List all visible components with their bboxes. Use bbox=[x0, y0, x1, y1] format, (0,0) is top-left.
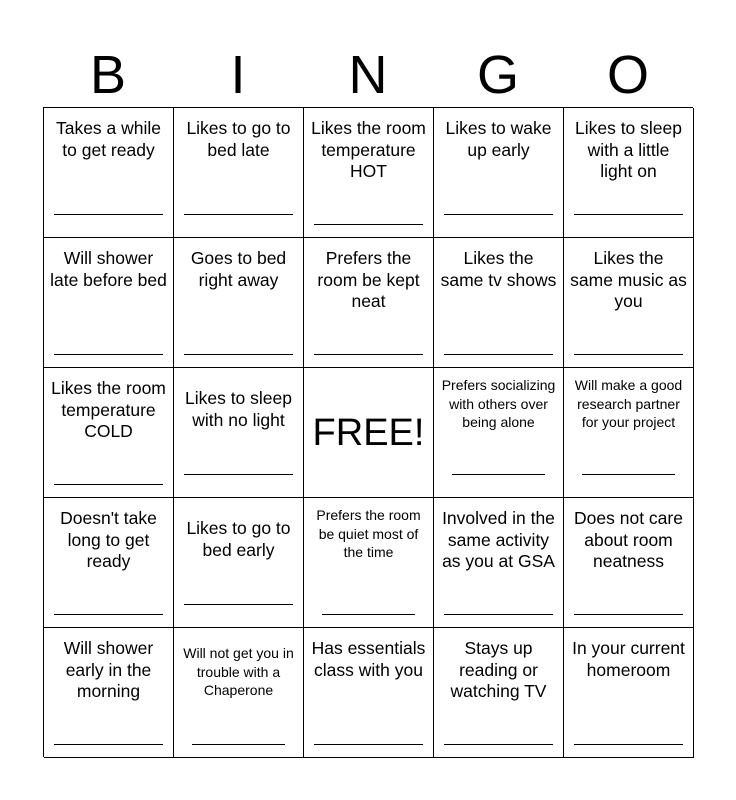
signature-line bbox=[574, 354, 683, 355]
signature-line bbox=[314, 744, 423, 745]
bingo-cell[interactable] bbox=[304, 108, 434, 238]
bingo-cell[interactable] bbox=[304, 498, 434, 628]
bingo-cell[interactable] bbox=[174, 498, 304, 628]
bingo-cell[interactable] bbox=[174, 108, 304, 238]
cell-text: Likes the same music as you bbox=[570, 248, 687, 311]
cell-text: Goes to bed right away bbox=[190, 248, 287, 290]
header-letter-o: O bbox=[606, 45, 649, 105]
signature-line bbox=[54, 214, 163, 215]
cell-text: Prefers the room be quiet most of the time bbox=[316, 507, 421, 560]
cell-text: Likes to go to bed early bbox=[186, 518, 291, 560]
header-letter-n: N bbox=[348, 45, 388, 105]
cell-text: Likes the same tv shows bbox=[440, 248, 557, 290]
cell-text: Involved in the same activity as you at GSA bbox=[442, 508, 555, 571]
cell-text: Stays up reading or watching TV bbox=[450, 638, 547, 701]
signature-line bbox=[184, 354, 293, 355]
signature-line bbox=[184, 214, 293, 215]
signature-line bbox=[444, 744, 553, 745]
signature-line bbox=[192, 744, 285, 745]
signature-line bbox=[444, 214, 553, 215]
bingo-header bbox=[43, 42, 693, 108]
bingo-cell[interactable] bbox=[434, 108, 564, 238]
bingo-cell[interactable] bbox=[304, 628, 434, 758]
signature-line bbox=[54, 484, 163, 485]
free-space-cell[interactable] bbox=[304, 368, 434, 498]
cell-text: Will shower late before bed bbox=[50, 248, 167, 290]
cell-text: Takes a while to get ready bbox=[55, 118, 162, 160]
bingo-board bbox=[43, 107, 693, 757]
cell-text: In your current homeroom bbox=[572, 638, 685, 680]
cell-text: Will make a good research partner for your project bbox=[574, 377, 683, 430]
bingo-cell[interactable] bbox=[564, 628, 694, 758]
bingo-cell[interactable] bbox=[434, 368, 564, 498]
signature-line bbox=[322, 614, 415, 615]
free-space-label: FREE! bbox=[312, 411, 425, 454]
cell-text: Will shower early in the morning bbox=[63, 638, 154, 701]
bingo-cell[interactable] bbox=[174, 628, 304, 758]
cell-text: Likes to sleep with no light bbox=[184, 388, 292, 430]
bingo-cell[interactable] bbox=[44, 498, 174, 628]
cell-text: Doesn't take long to get ready bbox=[60, 508, 157, 571]
cell-text: Has essentials class with you bbox=[311, 638, 426, 680]
bingo-cell[interactable] bbox=[174, 368, 304, 498]
bingo-cell[interactable] bbox=[434, 498, 564, 628]
signature-line bbox=[574, 214, 683, 215]
bingo-cell[interactable] bbox=[44, 108, 174, 238]
bingo-cell[interactable] bbox=[434, 628, 564, 758]
signature-line bbox=[54, 354, 163, 355]
header-letter-g: G bbox=[476, 45, 519, 105]
bingo-cell[interactable] bbox=[564, 368, 694, 498]
cell-text: Will not get you in trouble with a Chaperone bbox=[183, 645, 294, 698]
bingo-cell[interactable] bbox=[434, 238, 564, 368]
cell-text: Likes to go to bed late bbox=[186, 118, 291, 160]
cell-text: Prefers socializing with others over being alone bbox=[441, 377, 556, 430]
signature-line bbox=[582, 474, 675, 475]
bingo-cell[interactable] bbox=[44, 368, 174, 498]
cell-text: Does not care about room neatness bbox=[574, 508, 683, 571]
signature-line bbox=[184, 604, 293, 605]
bingo-cell[interactable] bbox=[564, 498, 694, 628]
signature-line bbox=[574, 744, 683, 745]
bingo-cell[interactable] bbox=[44, 238, 174, 368]
signature-line bbox=[444, 614, 553, 615]
header-letter-b: B bbox=[89, 45, 127, 105]
signature-line bbox=[314, 224, 423, 225]
header-letter-i: I bbox=[230, 45, 246, 105]
bingo-cell[interactable] bbox=[174, 238, 304, 368]
signature-line bbox=[54, 614, 163, 615]
bingo-cell[interactable] bbox=[304, 238, 434, 368]
signature-line bbox=[54, 744, 163, 745]
signature-line bbox=[314, 354, 423, 355]
bingo-cell[interactable] bbox=[564, 108, 694, 238]
bingo-cell[interactable] bbox=[564, 238, 694, 368]
cell-text: Prefers the room be kept neat bbox=[317, 248, 420, 311]
cell-text: Likes to sleep with a little light on bbox=[574, 118, 682, 181]
cell-text: Likes to wake up early bbox=[445, 118, 552, 160]
cell-text: Likes the room temperature COLD bbox=[51, 378, 166, 441]
bingo-cell[interactable] bbox=[44, 628, 174, 758]
cell-text: Likes the room temperature HOT bbox=[311, 118, 426, 181]
signature-line bbox=[452, 474, 545, 475]
signature-line bbox=[444, 354, 553, 355]
signature-line bbox=[574, 614, 683, 615]
signature-line bbox=[184, 474, 293, 475]
